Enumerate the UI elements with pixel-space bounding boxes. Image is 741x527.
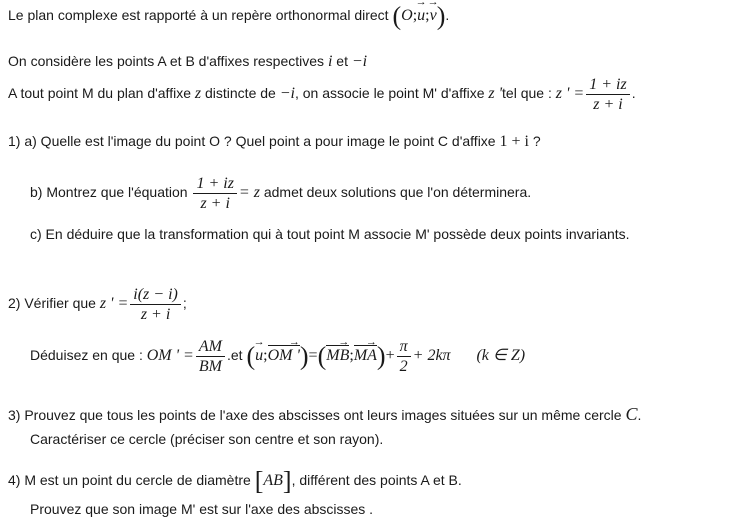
variable-zprime: z ' (488, 85, 503, 103)
q1c-line (30, 225, 630, 243)
definition-text-c: , on associe le point M' d'affixe (294, 85, 485, 102)
definition-text-d: tel que : (502, 85, 552, 102)
pi-numerator: π (397, 337, 411, 357)
affix-b: −i (351, 53, 368, 70)
angle-vector-ma: → MA (354, 345, 377, 365)
pi-over-two (397, 337, 411, 376)
angle-plus: + (385, 347, 395, 365)
q1c-text: c) En déduire que la transformation qui à tout point M associe M' possède deux points invariants. (30, 226, 630, 242)
transform-lhs: z ' = (555, 85, 585, 103)
q1b-denominator: z + i (200, 195, 230, 212)
variable-z: z (194, 85, 202, 103)
transform-fraction (586, 75, 629, 114)
q2-denominator: z + i (140, 306, 171, 323)
intro-text: Le plan complexe est rapporté à un repère orthonormal direct (8, 7, 389, 23)
definition-text-a: A tout point M du plan d'affixe (8, 85, 191, 102)
q4-line-2 (30, 500, 373, 518)
end-period: . (631, 85, 636, 102)
frame-origin: O (401, 7, 413, 24)
q4-text-a: 4) M est un point du cercle de diamètre (8, 472, 251, 488)
q2-deduce-text: Déduisez en que : (30, 347, 143, 364)
frame-paren-close: ) (436, 1, 446, 31)
ratio-denominator: BM (198, 358, 222, 375)
frame-vector-v: → v (430, 7, 437, 25)
q3-characterize-text: Caractériser ce cercle (préciser son centre et son rayon). (30, 431, 384, 447)
frame-vector-u: → u (417, 7, 425, 25)
om-lhs: OM ' = (146, 347, 194, 365)
q2-fraction (130, 285, 181, 324)
ratio-fraction (196, 337, 225, 376)
two-denominator: 2 (399, 358, 408, 375)
q4-prove-text: Prouvez que son image M' est sur l'axe des abscisses . (30, 501, 374, 517)
q2-lhs: z ' = (99, 295, 129, 313)
q1b-text: b) Montrez que l'équation (30, 184, 188, 201)
k-condition: (k ∈ Z) (476, 347, 526, 365)
conjunction: et (336, 53, 348, 69)
transform-numerator: 1 + iz (586, 75, 629, 95)
affix-a: i (327, 53, 333, 70)
excluded-affix: −i (279, 85, 295, 103)
q3-line-2 (30, 430, 383, 448)
q3-text: 3) Prouvez que tous les points de l'axe des abscisses ont leurs images situées sur un même cercle (8, 407, 622, 423)
q2-et: .et (226, 347, 243, 364)
q1a-question-mark: ? (532, 133, 541, 149)
frame-paren-open: ( (392, 1, 402, 31)
q3-line-1 (8, 405, 641, 424)
transform-denominator: z + i (593, 96, 623, 113)
intro-line-1: Le plan complexe est rapporté à un repère orthonormal direct (O;→ u;→ v). (8, 6, 449, 25)
q1a-text: 1) a) Quelle est l'image du point O ? Quel point a pour image le point C d'affixe (8, 133, 496, 149)
intro-line-2 (8, 52, 367, 71)
q1b-fraction (193, 174, 236, 213)
q1b-line (30, 174, 531, 213)
angle-vector-mb: → MB (326, 345, 349, 365)
angle-vector-u: → u (255, 347, 263, 365)
diameter-ab: AB (263, 472, 283, 489)
q1b-rhs: = z (238, 184, 260, 202)
point-c-affix: 1 + i (499, 133, 529, 150)
points-ab-text: On considère les points A et B d'affixes respectives (8, 53, 325, 69)
circle-c: C (625, 404, 638, 424)
q2-verify-line (8, 285, 187, 324)
angle-vector-om: → OM ' (268, 345, 300, 365)
definition-text-b: distincte de (205, 85, 276, 102)
q1a-line (8, 132, 541, 151)
q2-semicolon: ; (182, 295, 187, 312)
q4-text-b: , différent des points A et B. (291, 472, 462, 488)
q4-line-1: 4) M est un point du cercle de diamètre [AB], différent des points A et B. (8, 466, 462, 496)
q1b-end-text: admet deux solutions que l'on déterminera. (263, 184, 532, 201)
intro-line-3 (8, 75, 636, 114)
q2-numerator: i(z − i) (130, 285, 181, 305)
angle-tail: + 2kπ (412, 347, 451, 365)
q3-period: . (637, 407, 642, 423)
q2-deduce-line: Déduisez en que : OM ' = $\frac{AM}{BM}$ .et (→ u;→ OM ')=(→ MB;→ MA)+ $\frac{\pi}{2}$ + 2kπ (k ∈ Z) (30, 337, 525, 376)
q2-verify-text: 2) Vérifier que (8, 295, 96, 312)
ratio-numerator: AM (196, 337, 225, 357)
q1b-numerator: 1 + iz (193, 174, 236, 194)
